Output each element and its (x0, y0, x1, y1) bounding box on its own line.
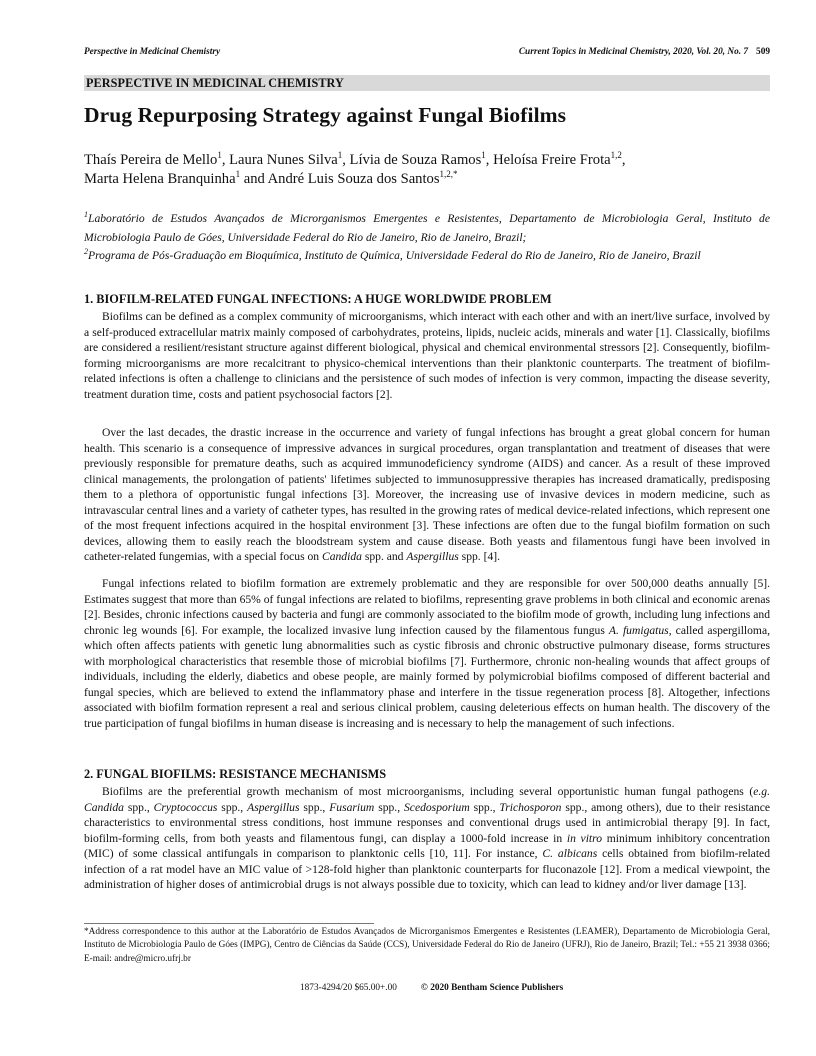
author-affiliation-mark: 1 (235, 169, 241, 179)
italic-term: Trichosporon (499, 800, 562, 814)
correspondence-footnote: *Address correspondence to this author at the Laboratório de Estudos Avançados de Microrganismos Emergentes e Resistentes (LEAMER), Departamento de Microbiologia Geral, Instituto de Microbiologia Paulo de Góes (IMPG), Centro de Ciências da Saúde (CCS), Universidade Federal do Rio de Janeiro (UFRJ), Rio de Janeiro, Brazil; Tel.: +55 21 3938 0366; E-mail: andre@micro.ufrj.br (84, 927, 770, 964)
italic-term: Cryptococcus (153, 800, 218, 814)
italic-term: Aspergillus (406, 550, 459, 563)
article-type-banner: PERSPECTIVE IN MEDICINAL CHEMISTRY (84, 75, 770, 91)
italic-term: e.g. (753, 785, 770, 798)
italic-term: Fusarium (329, 800, 375, 814)
paragraph: Biofilms are the preferential growth mechanism of most microorganisms, including several opportunistic human fungal pathogens (e.g. Candida spp., Cryptococcus spp., Aspergillus spp., Fusarium spp., Scedosporium spp., Trichosporon spp., among others), due to their resistance characteristics to environmental stress conditions, host immune responses and conventional drugs used in antimicrobial therapy [9]. In fact, biofilm-forming cells, from both yeasts and filamentous fungi, can display a 1000-fold increase in in vitro minimum inhibitory concentration (MIC) of some classical antifungals in comparison to planktonic cells [10, 11]. For instance, C. albicans cells obtained from biofilm-related infection of a rat model have an MIC value of >128-fold higher than planktonic counterparts for fluconazole [12]. From a medical viewpoint, the administration of higher doses of antimicrobial drugs is not always possible due to toxicity, which can lead to kidney and/or liver damage [13]. (84, 785, 771, 891)
author-name: Marta Helena Branquinha (84, 171, 236, 187)
article-title: Drug Repurposing Strategy against Fungal Biofilms (84, 103, 567, 127)
paragraph: Biofilms can be defined as a complex community of microorganisms, which interact with each other and with an inert/live surface, involved by a self-produced extracellular matrix mainly composed of carbohydrates, proteins, lipids, nucleic acids, minerals and water [1]. Classically, biofilms are considered a resilient/resistant structure against different biological, physical and chemical environmental stressors [2]. Consequently, biofilm-forming microorganisms are more recalcitrant to physico-chemical interventions than their planktonic counterparts. The treatment of biofilm-related infections is often a challenge to clinicians and the persistence of such modes of infection is very common, impacting the disease severity, treatment duration time, costs and patient psychosocial factors [2]. (84, 310, 770, 401)
copyright-line (300, 983, 563, 993)
italic-term: A. fumigatus (608, 623, 669, 637)
affiliation-number: 1 (84, 210, 88, 219)
publisher-copyright: © 2020 Bentham Science Publishers (420, 983, 564, 993)
running-head-journal (519, 47, 770, 57)
author-affiliation-mark: 1,2 (610, 150, 622, 160)
paragraph: Fungal infections related to biofilm formation are extremely problematic and they are responsible for over 500,000 deaths annually [5]. Estimates suggest that more than 65% of fungal infections are related to biofilms, representing grave problems in both clinical and economic arenas [2]. Besides, chronic infections caused by bacteria and fungi are commonly associated to the biofilm mode of growth, including lung infections and chronic leg wounds [6]. For example, the localized invasive lung infection caused by the filamentous fungus A. fumigatus, called aspergilloma, which often affects patients with genetic lung abnormalities such as cystic fibrosis and chronic obstructive pulmonary disease, forms structures with morphological characteristics that resemble those of microbial biofilms [7]. Furthermore, chronic non-healing wounds that affect groups of individuals, including the elderly, diabetics and obese people, are mainly formed by polymicrobial biofilms composed of different bacterial and fungal species, which are believed to extend the inflammatory phase and interfere in the tissue regeneration process [8]. Altogether, infections associated with biofilm formation represent a real and serious clinical problem, causing deleterious effects on human health. The discovery of the true participation of fungal biofilms in human disease is increasing and is necessary to help the management of such infections. (84, 577, 770, 730)
running-head-section: Perspective in Medicinal Chemistry (84, 47, 221, 57)
section-heading-1: 1. BIOFILM-RELATED FUNGAL INFECTIONS: A HUGE WORLDWIDE PROBLEM (84, 292, 552, 306)
journal-citation: Current Topics in Medicinal Chemistry, 2020, Vol. 20, No. 7 (518, 47, 749, 57)
author-list: Thaís Pereira de Mello$^1$, Laura Nunes Silva$^1$, Lívia de Souza Ramos$^1$, Heloísa Freire Frota$^{1,2}$, Marta Helena Branquinha$^1$ and André Luis Souza dos Santos$^{1,2,*}$ (84, 150, 626, 187)
issn-price: 1873-4294/20 $65.00+.00 (300, 983, 397, 993)
author-name: André Luis Souza dos Santos (267, 171, 440, 187)
author-name: Lívia de Souza Ramos (349, 152, 482, 168)
italic-term: in vitro (566, 831, 603, 845)
author-name: Laura Nunes Silva (229, 152, 338, 168)
running-head (84, 47, 770, 61)
italic-term: Scedosporium (404, 800, 470, 814)
author-affiliation-mark: 1 (217, 150, 222, 160)
affiliation-number: 2 (84, 247, 88, 256)
author-name: Thaís Pereira de Mello (84, 152, 218, 168)
italic-term: Candida (321, 550, 362, 563)
affiliation-text: Laboratório de Estudos Avançados de Microrganismos Emergentes e Resistentes, Departamento de Microbiologia Geral, Instituto de Microbiologia Paulo de Góes, Universidade Federal do Rio de Janeiro, Rio de Janeiro, Brazil; (84, 212, 770, 244)
author-affiliation-mark: 1 (337, 150, 343, 160)
page-number: 509 (756, 47, 770, 57)
affiliations (84, 210, 770, 266)
paragraph: Over the last decades, the drastic increase in the occurrence and variety of fungal infections has brought a great global concern for human health. This scenario is a consequence of impressive advances in surgical procedures, organ transplantation and treatment of diseases that were previously responsible for premature deaths, such as acquired immunodeficiency syndrome (AIDS) and cancer. As a result of these improved clinical managements, the prolongation of patients' lifetimes subjected to immunosuppressive therapies has increased dramatically, predisposing them to a plethora of opportunistic fungal infections [3]. Moreover, the increasing use of invasive devices in modern medicine, such as intravascular central lines and a variety of catheter types, has resulted in the growing rates of medical device-related infections, which represent one of the most frequent infections acquired in the hospital environment [3]. These infections are often due to the fungal biofilm formation on such devices, allowing them to easily reach the bloodstream system and cause disease. Both yeasts and filamentous fungi have been involved in catheter-related fungemias, with a special focus on Candida spp. and Aspergillus spp. [4]. (84, 426, 771, 563)
affiliation-text: Programa de Pós-Graduação em Bioquímica, Instituto de Química, Universidade Federal do Rio de Janeiro, Rio de Janeiro, Brazil (88, 249, 701, 262)
section-heading-2: 2. FUNGAL BIOFILMS: RESISTANCE MECHANISMS (84, 767, 387, 781)
italic-term: Aspergillus (247, 800, 300, 814)
author-affiliation-mark: 1,2,* (439, 169, 458, 179)
italic-term: Candida (84, 800, 124, 814)
italic-term: C. albicans (542, 847, 598, 860)
footnote-divider (84, 923, 374, 924)
author-affiliation-mark: 1 (481, 150, 486, 160)
author-name: Heloísa Freire Frota (493, 152, 611, 168)
